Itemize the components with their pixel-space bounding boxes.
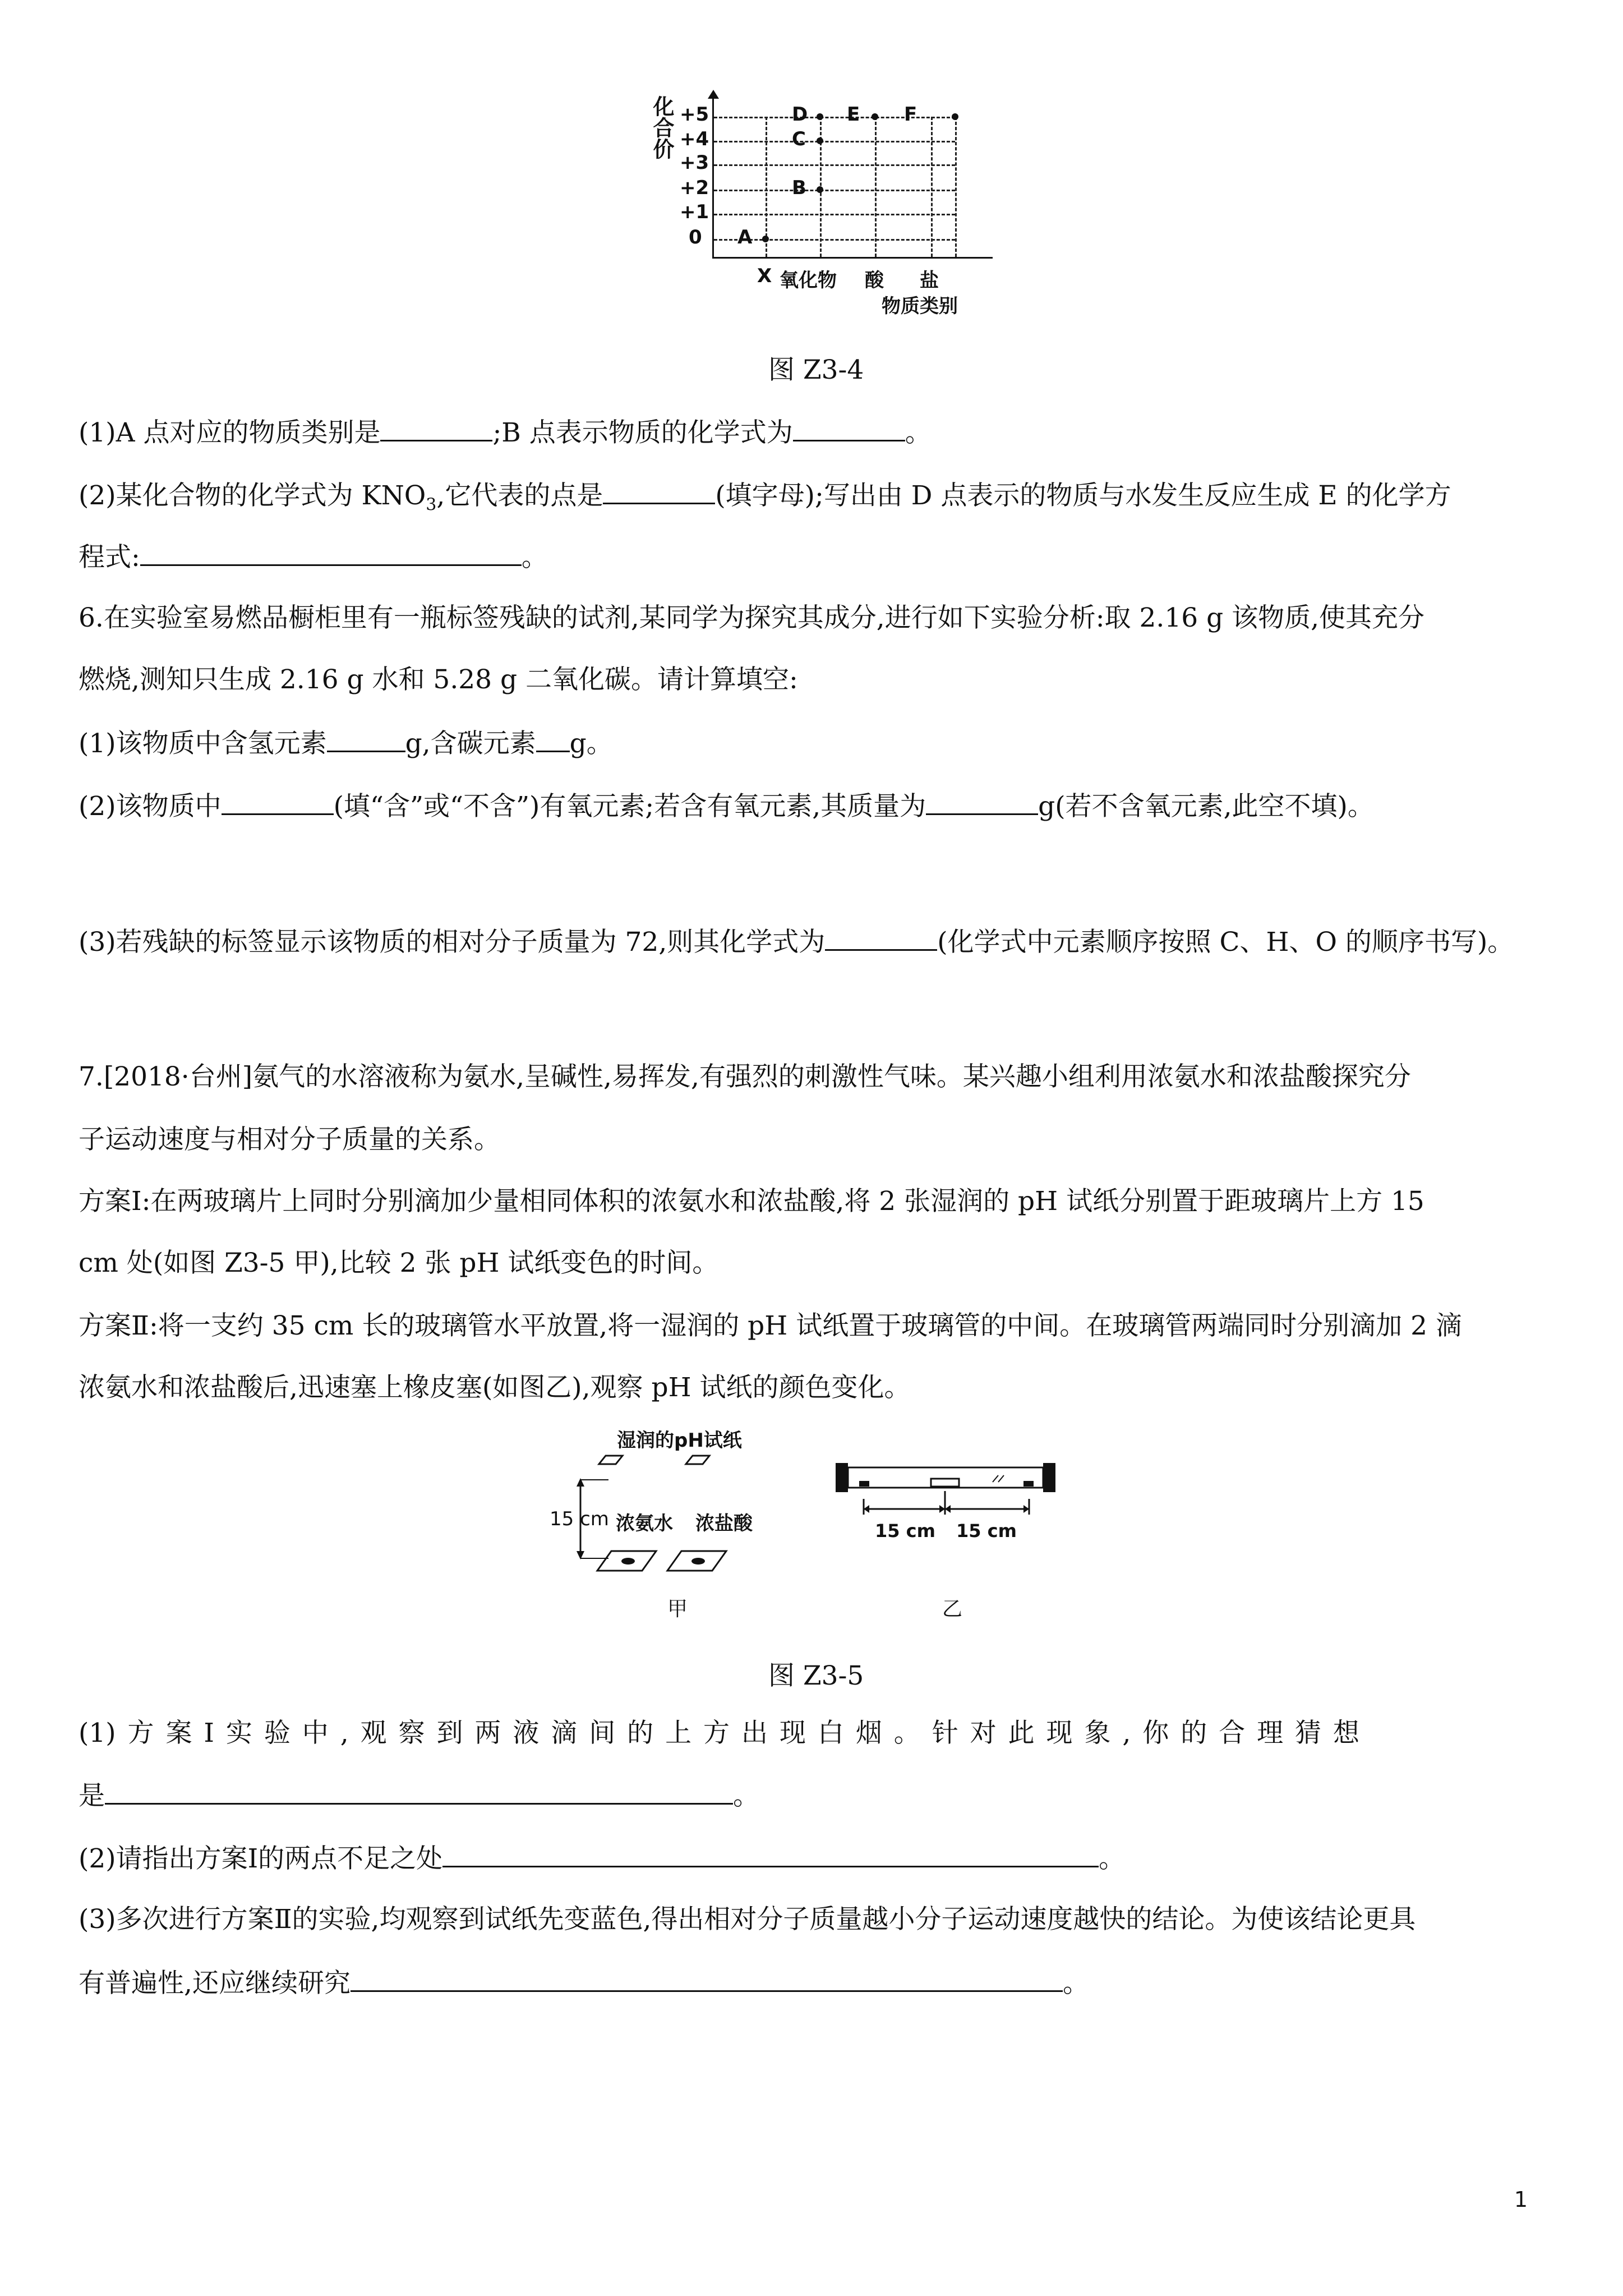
q5-blank-b-formula[interactable] — [793, 415, 905, 441]
q6-blank-contains-oxygen[interactable] — [222, 789, 334, 815]
q5-blank-point-letter[interactable] — [603, 478, 715, 504]
figure-caption-z3-4: 图 Z3-4 — [768, 355, 864, 385]
grid-plus3 — [714, 164, 955, 166]
label-yi: 乙 — [942, 1598, 963, 1621]
ph-paper-left — [599, 1456, 623, 1464]
ytick-plus5: +5 — [680, 103, 709, 126]
point-a — [762, 236, 769, 242]
q7-part3-text-b: 有普遍性,还应继续研究 — [79, 1968, 351, 1999]
grid-plus4 — [714, 141, 955, 142]
xtick-x: X — [757, 265, 772, 287]
q5-part2-text-c: (填字母);写出由 D 点表示的物质与水发生反应生成 E 的化学方 — [715, 480, 1451, 511]
q7-part3-line2 — [79, 1966, 1089, 2000]
x-axis-label: 物质类别 — [882, 295, 958, 318]
q7-part2 — [79, 1841, 1125, 1876]
q7-plan2-line2: 浓氨水和浓盐酸后,迅速塞上橡皮塞(如图乙),观察 pH 试纸的颜色变化。 — [79, 1372, 911, 1403]
label-tube-left: 15 cm — [875, 1520, 935, 1542]
point-label-d: D — [792, 103, 808, 126]
q6-part1-text-c: g。 — [569, 728, 613, 759]
q7-part1-line1: (1) 方 案 Ⅰ 实 验 中 , 观 察 到 两 液 滴 间 的 上 方 出 现 白 烟 。 针 对 此 现 象 , 你 的 合 理 猜 想 — [79, 1718, 1359, 1749]
q7-intro-line2: 子运动速度与相对分子质量的关系。 — [79, 1124, 500, 1155]
q5-part2-cont — [79, 540, 548, 574]
point-label-f: F — [904, 103, 917, 126]
ytick-zero: 0 — [689, 226, 702, 249]
q7-part2-text-b: 。 — [1099, 1843, 1126, 1874]
point-c — [817, 137, 823, 144]
q7-intro-line1: 7.[2018·台州]氨气的水溶液称为氨水,呈碱性,易挥发,有强烈的刺激性气味。某兴趣小组利用浓氨水和浓盐酸探究分 — [79, 1061, 1411, 1092]
q6-part1-text-b: g,含碳元素 — [405, 728, 536, 759]
glass-tube — [848, 1467, 1043, 1488]
grid-plus2 — [714, 190, 955, 191]
grid-plus1 — [714, 214, 955, 215]
ytick-plus2: +2 — [680, 177, 709, 199]
point-f — [952, 113, 958, 120]
point-d — [817, 113, 823, 120]
label-tube-right: 15 cm — [956, 1520, 1017, 1542]
q6-intro-line2: 燃烧,测知只生成 2.16 g 水和 5.28 g 二氧化碳。请计算填空: — [79, 664, 798, 695]
q7-plan1-line1: 方案Ⅰ:在两玻璃片上同时分别滴加少量相同体积的浓氨水和浓盐酸,将 2 张湿润的 pH 试纸分别置于距玻璃片上方 15 — [79, 1186, 1424, 1217]
figure-z3-5 — [550, 1425, 1077, 1632]
glass-shine-2 — [998, 1475, 1004, 1482]
y-axis-label: 化合价 — [649, 95, 674, 159]
tube-drop-right — [1023, 1481, 1034, 1487]
stopper-left — [836, 1463, 848, 1492]
grid-plus5 — [714, 117, 955, 118]
xtick-acid: 酸 — [865, 269, 884, 292]
ytick-plus1: +1 — [680, 201, 709, 223]
point-label-e: E — [847, 103, 860, 126]
q6-part2-text-b: (填“含”或“不含”)有氧元素;若含有氧元素,其质量为 — [333, 791, 926, 822]
q5-part2-text-e: 。 — [521, 542, 548, 573]
q5-part1-text-a: (1)A 点对应的物质类别是 — [79, 417, 381, 448]
q7-blank-guess[interactable] — [105, 1778, 733, 1805]
q5-part2 — [79, 478, 1451, 522]
grid-col-acid — [875, 117, 877, 257]
q6-blank-chemical-formula[interactable] — [825, 924, 937, 951]
label-hcl: 浓盐酸 — [695, 1512, 753, 1535]
label-jia: 甲 — [667, 1598, 688, 1621]
drop-hcl — [691, 1558, 705, 1565]
q6-blank-hydrogen[interactable] — [327, 726, 405, 752]
q7-part2-text-a: (2)请指出方案Ⅰ的两点不足之处 — [79, 1843, 443, 1874]
q7-part1-line2 — [79, 1778, 759, 1813]
stopper-right — [1043, 1463, 1055, 1492]
ph-paper-right — [686, 1456, 709, 1464]
xtick-salt: 盐 — [920, 269, 939, 292]
q5-blank-a-category[interactable] — [380, 415, 492, 441]
x-axis — [712, 257, 993, 259]
point-e — [872, 113, 878, 120]
grid-col-salt — [931, 117, 933, 257]
q7-blank-shortcomings[interactable] — [442, 1841, 1099, 1867]
y-axis-arrow — [708, 90, 719, 99]
q6-part3-text-a: (3)若残缺的标签显示该物质的相对分子质量为 72,则其化学式为 — [79, 927, 826, 958]
label-distance: 15 cm — [550, 1508, 609, 1530]
xtick-oxide: 氧化物 — [780, 269, 837, 292]
q5-part1 — [79, 415, 932, 450]
q5-part1-text-c: 。 — [905, 417, 932, 448]
glass-shine-1 — [993, 1475, 998, 1482]
q6-blank-oxygen-mass[interactable] — [926, 789, 1038, 815]
q7-plan1-line2: cm 处(如图 Z3-5 甲),比较 2 张 pH 试纸变色的时间。 — [79, 1248, 719, 1278]
q6-part1 — [79, 726, 613, 761]
label-ammonia: 浓氨水 — [616, 1512, 673, 1535]
q6-part2-text-a: (2)该物质中 — [79, 791, 222, 822]
q6-intro-line1: 6.在实验室易燃品橱柜里有一瓶标签残缺的试剂,某同学为探究其成分,进行如下实验分析:取 2.16 g 该物质,使其充分 — [79, 602, 1425, 633]
q5-part2-text-a: (2)某化合物的化学式为 KNO — [79, 480, 426, 511]
q5-part2-text-d: 程式: — [79, 542, 140, 573]
q6-part1-text-a: (1)该物质中含氢元素 — [79, 728, 327, 759]
point-b — [817, 186, 823, 193]
q7-plan2-line1: 方案Ⅱ:将一支约 35 cm 长的玻璃管水平放置,将一湿润的 pH 试纸置于玻璃管的中间。在玻璃管两端同时分别滴加 2 滴 — [79, 1310, 1462, 1341]
grid-col-right — [955, 117, 957, 257]
point-label-a: A — [737, 226, 753, 249]
ytick-plus4: +4 — [680, 128, 709, 150]
q5-part1-text-b: ;B 点表示物质的化学式为 — [492, 417, 793, 448]
drop-ammonia — [621, 1558, 635, 1565]
q7-part3-line1: (3)多次进行方案Ⅱ的实验,均观察到试纸先变蓝色,得出相对分子质量越小分子运动速度越快的结论。为使该结论更具 — [79, 1904, 1416, 1935]
q5-part2-sub: 3 — [426, 495, 437, 515]
q6-part2 — [79, 789, 1374, 823]
q6-part3-text-b: (化学式中元素顺序按照 C、H、O 的顺序书写)。 — [937, 927, 1514, 958]
ytick-plus3: +3 — [680, 151, 709, 174]
q6-part2-text-c: g(若不含氧元素,此空不填)。 — [1038, 791, 1374, 822]
figure-z3-4 — [645, 90, 1009, 325]
q7-part3-text-c: 。 — [1062, 1968, 1089, 1999]
figure-caption-z3-5: 图 Z3-5 — [768, 1660, 864, 1691]
q6-part3 — [79, 924, 1514, 959]
q7-blank-further-study[interactable] — [351, 1966, 1063, 1992]
point-label-c: C — [792, 128, 806, 150]
q6-blank-carbon[interactable] — [536, 726, 570, 752]
q7-part1-text-c: 。 — [733, 1780, 759, 1811]
q5-blank-equation[interactable] — [140, 540, 522, 566]
q7-part1-text-b: 是 — [79, 1780, 105, 1811]
tube-drop-left — [859, 1481, 869, 1487]
q5-part2-text-b: ,它代表的点是 — [436, 480, 603, 511]
tube-ph-paper — [931, 1479, 959, 1487]
point-label-b: B — [792, 177, 806, 199]
y-axis — [712, 95, 714, 258]
label-ph-paper: 湿润的pH试纸 — [617, 1429, 742, 1452]
page-number: 1 — [1514, 2187, 1528, 2212]
